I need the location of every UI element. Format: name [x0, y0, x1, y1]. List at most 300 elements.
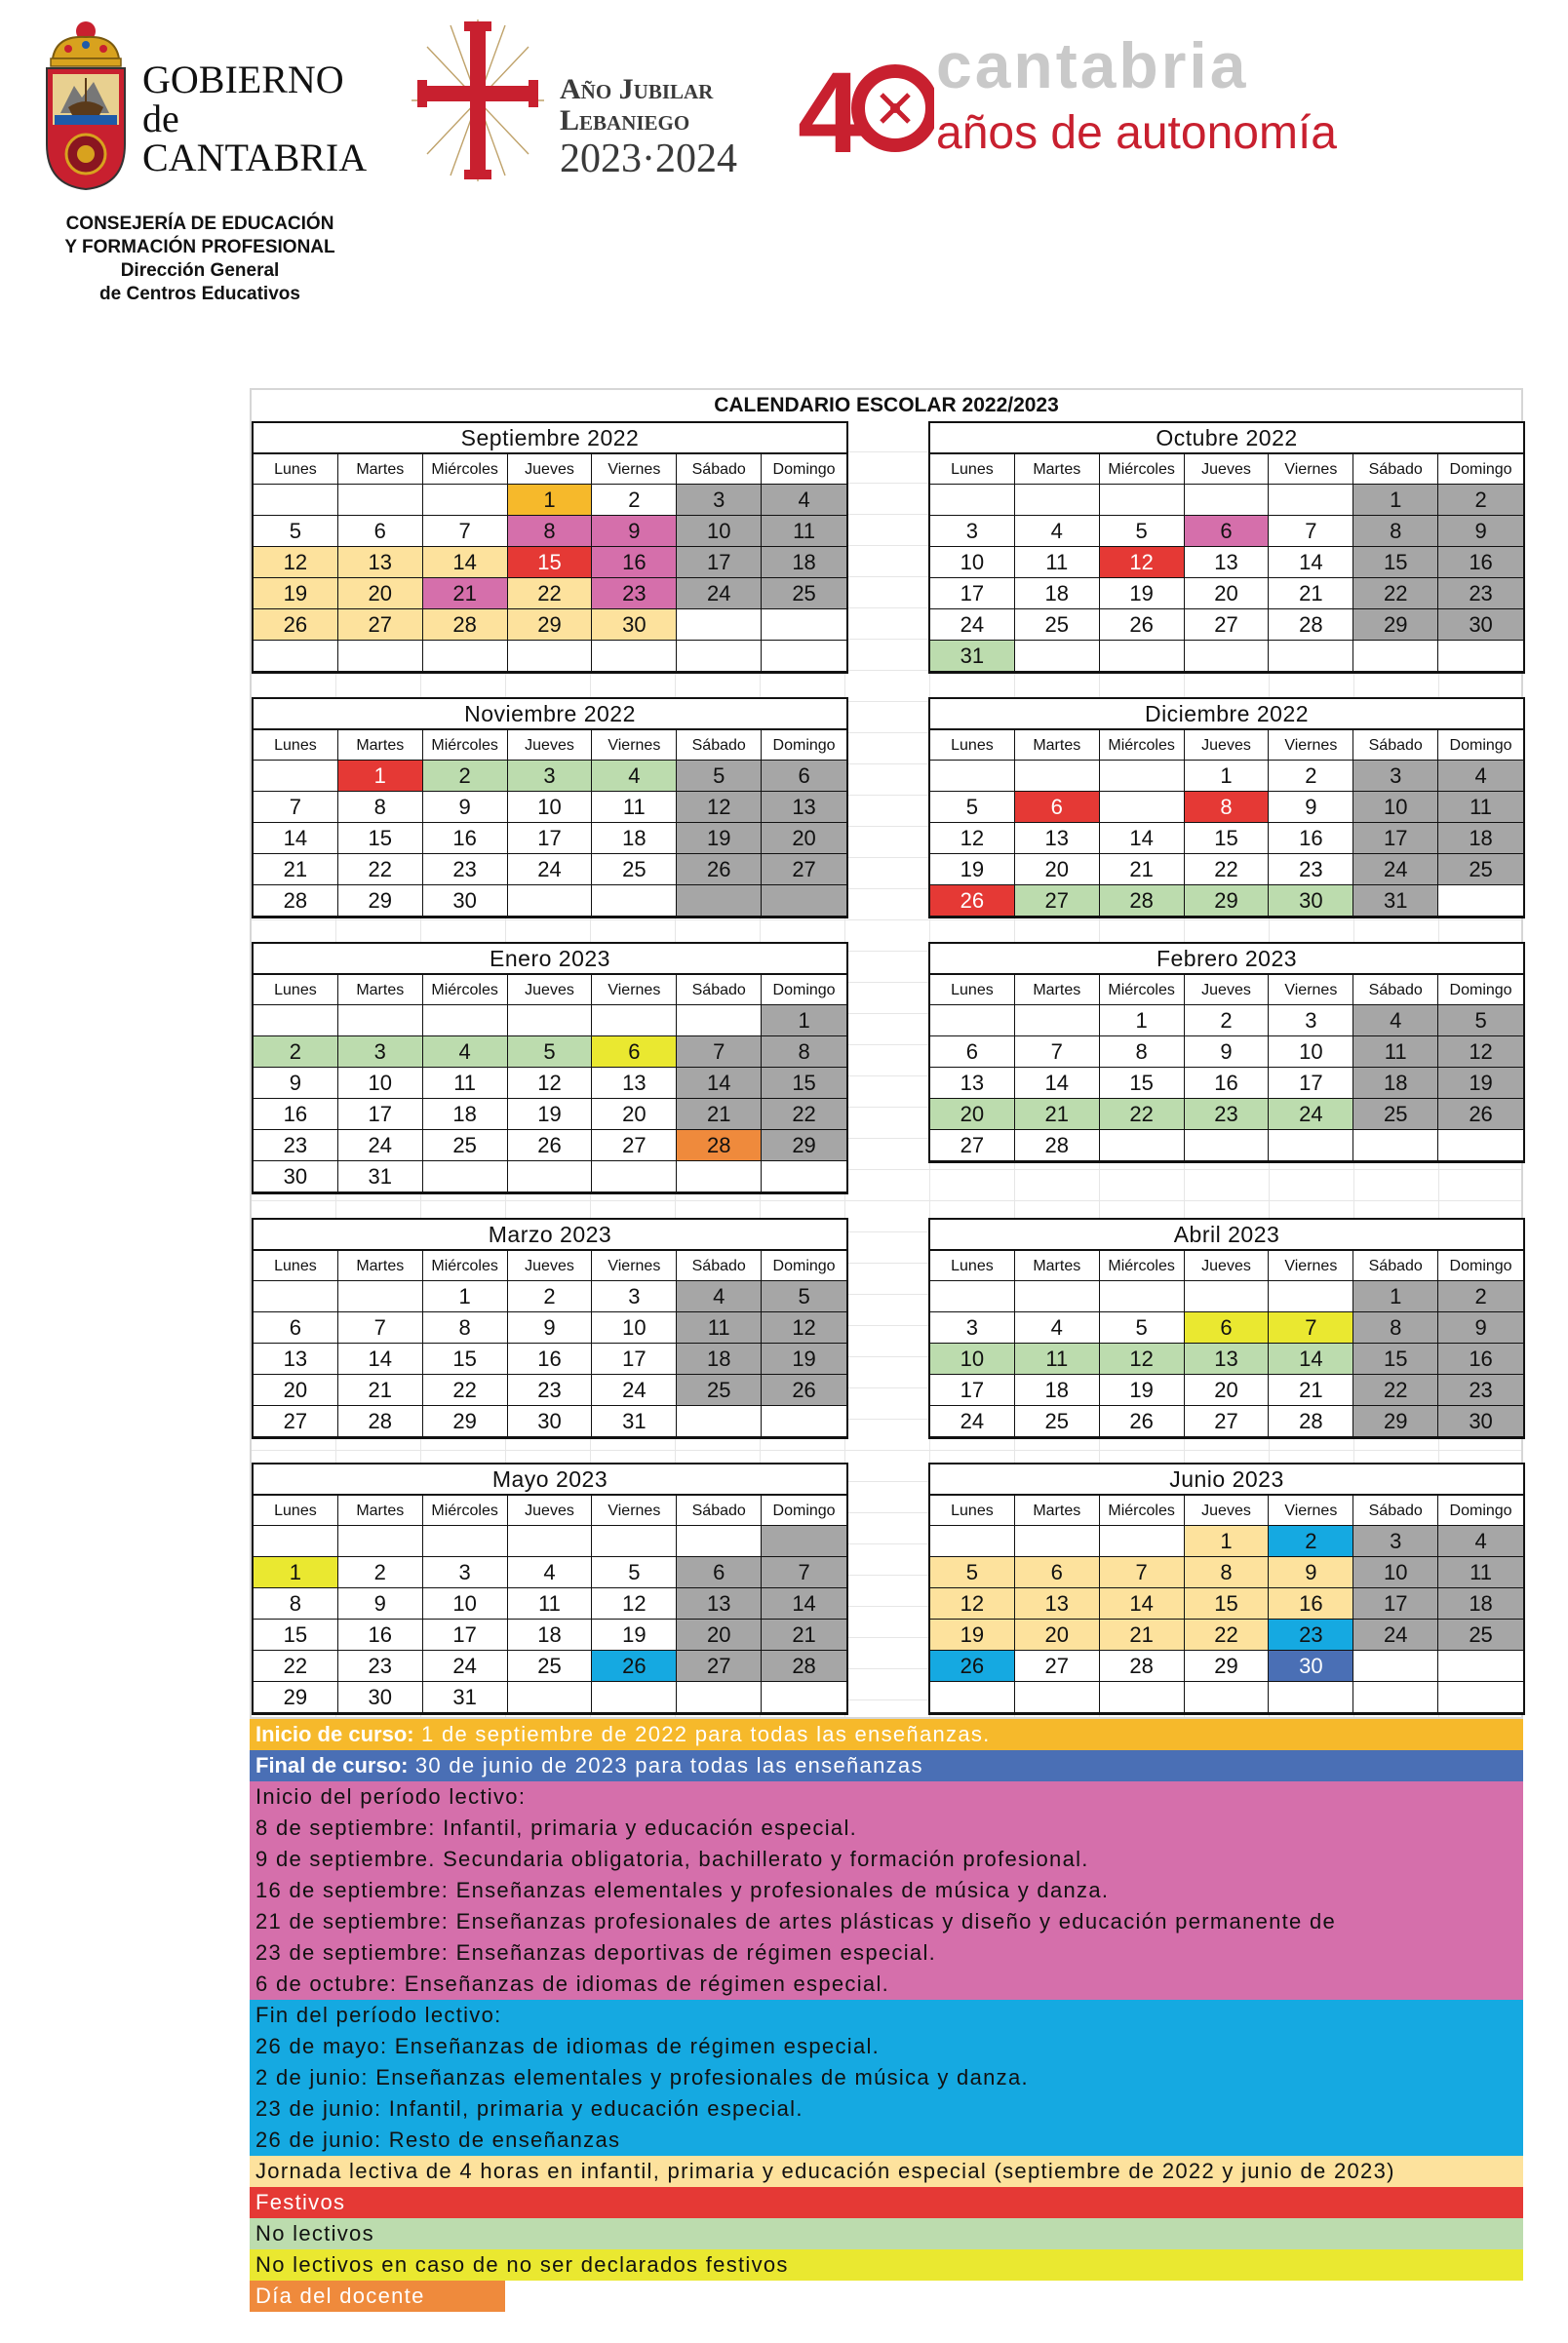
day-cell: 30	[1269, 885, 1353, 917]
day-cell: 21	[1100, 1620, 1185, 1651]
day-cell: 30	[1438, 609, 1523, 641]
weekday-header: Sábado	[1353, 454, 1438, 485]
day-cell: 22	[423, 1375, 508, 1406]
day-cell: 28	[677, 1130, 762, 1161]
day-cell: 1	[762, 1005, 846, 1036]
day-cell: 29	[1185, 885, 1270, 917]
day-cell	[1185, 1281, 1270, 1312]
day-cell: 3	[930, 1312, 1015, 1344]
day-cell: 30	[423, 885, 508, 917]
day-cell: 28	[1269, 609, 1353, 641]
day-cell	[592, 641, 677, 672]
day-cell: 14	[338, 1344, 423, 1375]
day-cell: 28	[423, 609, 508, 641]
day-cell: 2	[338, 1557, 423, 1588]
day-cell	[1100, 1130, 1185, 1161]
day-cell: 20	[1015, 1620, 1100, 1651]
day-cell: 21	[762, 1620, 846, 1651]
day-cell: 10	[592, 1312, 677, 1344]
day-cell: 22	[1353, 1375, 1438, 1406]
day-cell: 25	[1015, 609, 1100, 641]
day-cell	[930, 1526, 1015, 1557]
legend-fin-lectivo	[250, 2000, 1523, 2156]
weekday-header: Miércoles	[1100, 975, 1185, 1005]
day-cell: 5	[930, 792, 1015, 823]
weekday-header: Lunes	[254, 1496, 338, 1526]
day-cell: 20	[1015, 854, 1100, 885]
weekday-header: Miércoles	[423, 1496, 508, 1526]
day-cell: 10	[338, 1068, 423, 1099]
day-cell	[1015, 1005, 1100, 1036]
day-cell	[1185, 1682, 1270, 1713]
day-cell: 29	[508, 609, 593, 641]
gobierno-line-3: CANTABRIA	[142, 136, 368, 179]
day-cell: 25	[1438, 854, 1523, 885]
weekday-header: Sábado	[677, 975, 762, 1005]
day-cell: 30	[254, 1161, 338, 1192]
legend-dia-docente: Día del docente	[250, 2281, 505, 2312]
month-grid	[254, 1496, 846, 1713]
day-cell: 8	[1185, 792, 1270, 823]
gobierno-line-1: GOBIERNO	[142, 58, 344, 101]
day-cell: 29	[338, 885, 423, 917]
day-cell: 2	[1269, 1526, 1353, 1557]
weekday-header: Viernes	[592, 975, 677, 1005]
jubilar-cross-icon	[410, 18, 546, 183]
weekday-header: Jueves	[1185, 1496, 1270, 1526]
month-name: Octubre 2022	[930, 423, 1523, 454]
day-cell: 13	[254, 1344, 338, 1375]
day-cell	[254, 761, 338, 792]
day-cell: 23	[1185, 1099, 1270, 1130]
autonomia-40-logo-icon	[798, 55, 934, 162]
day-cell: 21	[677, 1099, 762, 1130]
day-cell: 23	[1438, 1375, 1523, 1406]
weekday-header: Sábado	[677, 730, 762, 761]
weekday-header: Lunes	[930, 1496, 1015, 1526]
weekday-header: Jueves	[508, 454, 593, 485]
day-cell	[1438, 885, 1523, 917]
day-cell: 2	[1269, 761, 1353, 792]
day-cell	[1015, 1682, 1100, 1713]
weekday-header: Martes	[1015, 454, 1100, 485]
day-cell: 14	[423, 547, 508, 578]
day-cell	[1353, 1682, 1438, 1713]
day-cell: 13	[1185, 547, 1270, 578]
day-cell: 26	[592, 1651, 677, 1682]
legend-fin-lectivo-line: 26 de junio: Resto de enseñanzas	[255, 2128, 621, 2152]
day-cell: 15	[1185, 823, 1270, 854]
day-cell: 26	[508, 1130, 593, 1161]
day-cell: 23	[1269, 1620, 1353, 1651]
day-cell: 14	[677, 1068, 762, 1099]
day-cell: 12	[930, 1588, 1015, 1620]
day-cell: 5	[1438, 1005, 1523, 1036]
day-cell: 4	[423, 1036, 508, 1068]
day-cell: 6	[1185, 1312, 1270, 1344]
day-cell: 30	[1438, 1406, 1523, 1437]
day-cell	[1438, 641, 1523, 672]
gobierno-line-2: de	[142, 97, 179, 140]
day-cell: 16	[1438, 1344, 1523, 1375]
day-cell: 12	[1100, 1344, 1185, 1375]
weekday-header: Martes	[338, 730, 423, 761]
day-cell: 19	[762, 1344, 846, 1375]
day-cell	[930, 1281, 1015, 1312]
day-cell	[1353, 641, 1438, 672]
school-calendar	[250, 388, 1523, 1719]
day-cell: 10	[677, 516, 762, 547]
day-cell: 2	[592, 485, 677, 516]
day-cell: 16	[1438, 547, 1523, 578]
day-cell	[677, 641, 762, 672]
day-cell: 27	[677, 1651, 762, 1682]
calendar-legend	[250, 1719, 1523, 2312]
day-cell	[677, 1526, 762, 1557]
day-cell	[930, 1682, 1015, 1713]
day-cell: 19	[1100, 578, 1185, 609]
day-cell: 21	[1015, 1099, 1100, 1130]
legend-inicio-curso	[250, 1719, 1523, 1750]
day-cell	[1015, 641, 1100, 672]
day-cell: 23	[1269, 854, 1353, 885]
day-cell: 6	[254, 1312, 338, 1344]
consejeria-line-2: Y FORMACIÓN PROFESIONAL	[64, 237, 335, 257]
day-cell: 17	[592, 1344, 677, 1375]
day-cell: 25	[423, 1130, 508, 1161]
weekday-header: Lunes	[930, 730, 1015, 761]
day-cell	[508, 641, 593, 672]
day-cell: 29	[1353, 1406, 1438, 1437]
day-cell: 3	[338, 1036, 423, 1068]
day-cell: 25	[1353, 1099, 1438, 1130]
weekday-header: Jueves	[508, 975, 593, 1005]
month-4	[928, 697, 1525, 918]
month-9	[252, 1463, 848, 1715]
day-cell: 20	[930, 1099, 1015, 1130]
day-cell	[1100, 792, 1185, 823]
day-cell: 12	[592, 1588, 677, 1620]
day-cell	[677, 609, 762, 641]
day-cell	[1015, 761, 1100, 792]
day-cell: 9	[423, 792, 508, 823]
day-cell: 6	[1015, 1557, 1100, 1588]
day-cell: 9	[1185, 1036, 1270, 1068]
day-cell: 3	[1353, 761, 1438, 792]
day-cell: 30	[508, 1406, 593, 1437]
day-cell: 12	[254, 547, 338, 578]
day-cell	[1015, 485, 1100, 516]
day-cell: 4	[1015, 516, 1100, 547]
anos-de-autonomia-wordmark: años de autonomía	[936, 107, 1337, 159]
day-cell: 16	[1269, 1588, 1353, 1620]
consejeria-line-4: de Centros Educativos	[99, 284, 300, 304]
day-cell: 11	[1015, 547, 1100, 578]
day-cell: 7	[423, 516, 508, 547]
day-cell: 17	[508, 823, 593, 854]
day-cell	[508, 1005, 593, 1036]
day-cell: 30	[592, 609, 677, 641]
month-grid	[930, 975, 1523, 1161]
day-cell	[592, 1682, 677, 1713]
day-cell: 20	[338, 578, 423, 609]
day-cell	[254, 485, 338, 516]
day-cell: 7	[254, 792, 338, 823]
day-cell: 23	[254, 1130, 338, 1161]
day-cell: 22	[338, 854, 423, 885]
day-cell: 1	[423, 1281, 508, 1312]
day-cell: 10	[1353, 1557, 1438, 1588]
day-cell: 19	[1100, 1375, 1185, 1406]
legend-final-curso-text: 30 de junio de 2023 para todas las enseñanzas	[408, 1753, 923, 1777]
day-cell: 8	[1353, 516, 1438, 547]
day-cell: 31	[930, 641, 1015, 672]
day-cell: 17	[423, 1620, 508, 1651]
month-name: Septiembre 2022	[254, 423, 846, 454]
day-cell: 1	[338, 761, 423, 792]
weekday-header: Sábado	[677, 1251, 762, 1281]
day-cell: 11	[1353, 1036, 1438, 1068]
weekday-header: Viernes	[592, 1496, 677, 1526]
day-cell: 3	[1269, 1005, 1353, 1036]
day-cell: 7	[762, 1557, 846, 1588]
month-name: Junio 2023	[930, 1464, 1523, 1496]
day-cell: 23	[592, 578, 677, 609]
day-cell: 27	[1015, 885, 1100, 917]
day-cell: 18	[592, 823, 677, 854]
day-cell	[762, 1161, 846, 1192]
day-cell: 11	[1438, 792, 1523, 823]
day-cell: 28	[762, 1651, 846, 1682]
day-cell: 27	[762, 854, 846, 885]
day-cell: 9	[338, 1588, 423, 1620]
day-cell: 2	[1438, 1281, 1523, 1312]
weekday-header: Viernes	[1269, 1496, 1353, 1526]
day-cell: 14	[762, 1588, 846, 1620]
month-grid	[930, 454, 1523, 672]
day-cell	[423, 1526, 508, 1557]
day-cell	[592, 1526, 677, 1557]
day-cell: 23	[1438, 578, 1523, 609]
day-cell	[1100, 1682, 1185, 1713]
day-cell: 20	[1185, 1375, 1270, 1406]
day-cell: 27	[1185, 609, 1270, 641]
day-cell: 10	[1269, 1036, 1353, 1068]
day-cell: 5	[930, 1557, 1015, 1588]
day-cell: 4	[762, 485, 846, 516]
day-cell: 1	[1185, 761, 1270, 792]
weekday-header: Jueves	[1185, 454, 1270, 485]
day-cell: 27	[592, 1130, 677, 1161]
legend-inicio-lectivo-line: 21 de septiembre: Enseñanzas profesionales de artes plásticas y diseño y educación permanente de	[255, 1909, 1337, 1933]
day-cell	[677, 1682, 762, 1713]
day-cell: 20	[1185, 578, 1270, 609]
legend-fin-lectivo-line: Fin del período lectivo:	[255, 2003, 502, 2027]
day-cell	[1269, 1682, 1353, 1713]
weekday-header: Viernes	[1269, 454, 1353, 485]
weekday-header: Domingo	[762, 730, 846, 761]
day-cell: 18	[762, 547, 846, 578]
ano-jubilar-title	[560, 74, 737, 181]
weekday-header: Lunes	[254, 975, 338, 1005]
day-cell: 17	[677, 547, 762, 578]
day-cell: 26	[1100, 609, 1185, 641]
legend-fin-lectivo-line: 2 de junio: Enseñanzas elementales y profesionales de música y danza.	[255, 2065, 1029, 2089]
day-cell: 28	[1100, 1651, 1185, 1682]
weekday-header: Lunes	[930, 454, 1015, 485]
day-cell: 2	[254, 1036, 338, 1068]
day-cell	[762, 1682, 846, 1713]
day-cell: 30	[338, 1682, 423, 1713]
day-cell	[1438, 1682, 1523, 1713]
day-cell: 24	[677, 578, 762, 609]
day-cell: 12	[677, 792, 762, 823]
day-cell	[508, 1161, 593, 1192]
day-cell: 15	[423, 1344, 508, 1375]
consejeria-line-3: Dirección General	[120, 260, 280, 281]
gobierno-de-cantabria-title	[142, 60, 367, 177]
day-cell: 24	[1353, 1620, 1438, 1651]
day-cell: 31	[592, 1406, 677, 1437]
day-cell: 15	[1353, 1344, 1438, 1375]
day-cell: 24	[1353, 854, 1438, 885]
day-cell: 2	[1185, 1005, 1270, 1036]
day-cell	[592, 1005, 677, 1036]
weekday-header: Martes	[338, 454, 423, 485]
day-cell: 1	[1353, 485, 1438, 516]
day-cell	[508, 885, 593, 917]
day-cell: 15	[508, 547, 593, 578]
weekday-header: Sábado	[677, 454, 762, 485]
day-cell: 28	[1269, 1406, 1353, 1437]
weekday-header: Martes	[338, 1251, 423, 1281]
legend-final-curso	[250, 1750, 1523, 1781]
day-cell: 1	[1100, 1005, 1185, 1036]
day-cell: 13	[677, 1588, 762, 1620]
weekday-header: Domingo	[1438, 730, 1523, 761]
day-cell: 8	[1353, 1312, 1438, 1344]
day-cell: 19	[254, 578, 338, 609]
weekday-header: Sábado	[1353, 1251, 1438, 1281]
day-cell: 19	[930, 1620, 1015, 1651]
day-cell: 24	[508, 854, 593, 885]
legend-fin-lectivo-line: 26 de mayo: Enseñanzas de idiomas de régimen especial.	[255, 2034, 881, 2058]
day-cell: 5	[254, 516, 338, 547]
day-cell: 29	[762, 1130, 846, 1161]
day-cell: 4	[1438, 1526, 1523, 1557]
day-cell: 17	[1353, 823, 1438, 854]
day-cell: 9	[1438, 1312, 1523, 1344]
weekday-header: Martes	[1015, 975, 1100, 1005]
weekday-header: Jueves	[508, 730, 593, 761]
weekday-header: Viernes	[592, 730, 677, 761]
day-cell: 3	[508, 761, 593, 792]
day-cell: 7	[338, 1312, 423, 1344]
day-cell: 23	[423, 854, 508, 885]
day-cell	[423, 1161, 508, 1192]
day-cell: 24	[338, 1130, 423, 1161]
day-cell: 19	[1438, 1068, 1523, 1099]
month-name: Noviembre 2022	[254, 699, 846, 730]
day-cell: 7	[1269, 1312, 1353, 1344]
day-cell	[1438, 1651, 1523, 1682]
calendar-title: CALENDARIO ESCOLAR 2022/2023	[252, 390, 1521, 421]
day-cell: 22	[1185, 854, 1270, 885]
weekday-header: Miércoles	[423, 454, 508, 485]
weekday-header: Domingo	[762, 1496, 846, 1526]
month-name: Marzo 2023	[254, 1220, 846, 1251]
day-cell	[930, 485, 1015, 516]
weekday-header: Miércoles	[1100, 1496, 1185, 1526]
day-cell: 14	[1269, 547, 1353, 578]
day-cell: 17	[930, 1375, 1015, 1406]
weekday-header: Viernes	[1269, 975, 1353, 1005]
day-cell: 17	[1269, 1068, 1353, 1099]
day-cell	[762, 885, 846, 917]
legend-inicio-curso-text: 1 de septiembre de 2022 para todas las enseñanzas.	[413, 1722, 991, 1746]
legend-jornada: Jornada lectiva de 4 horas en infantil, primaria y educación especial (septiembre de 2022 y junio de 2023)	[250, 2156, 1523, 2187]
day-cell: 18	[1438, 823, 1523, 854]
day-cell	[762, 1526, 846, 1557]
day-cell: 10	[930, 1344, 1015, 1375]
day-cell	[1100, 1281, 1185, 1312]
day-cell: 24	[423, 1651, 508, 1682]
day-cell: 26	[1100, 1406, 1185, 1437]
day-cell: 8	[338, 792, 423, 823]
day-cell: 9	[1438, 516, 1523, 547]
month-grid	[254, 1251, 846, 1437]
day-cell: 27	[338, 609, 423, 641]
day-cell	[762, 1406, 846, 1437]
day-cell: 17	[930, 578, 1015, 609]
page-header	[0, 0, 1568, 322]
weekday-header: Lunes	[930, 1251, 1015, 1281]
weekday-header: Domingo	[762, 1251, 846, 1281]
day-cell: 9	[1269, 1557, 1353, 1588]
day-cell: 10	[930, 547, 1015, 578]
day-cell: 15	[1185, 1588, 1270, 1620]
day-cell	[1269, 1281, 1353, 1312]
day-cell: 27	[1015, 1651, 1100, 1682]
weekday-header: Martes	[1015, 730, 1100, 761]
svg-text:4: 4	[798, 55, 862, 162]
day-cell: 25	[1438, 1620, 1523, 1651]
day-cell: 26	[677, 854, 762, 885]
day-cell: 19	[930, 854, 1015, 885]
legend-inicio-lectivo-line: 23 de septiembre: Enseñanzas deportivas de régimen especial.	[255, 1940, 937, 1965]
month-1	[252, 421, 848, 674]
weekday-header: Viernes	[1269, 730, 1353, 761]
jubilar-line-2: Lebaniego	[560, 104, 690, 137]
day-cell: 5	[677, 761, 762, 792]
day-cell: 18	[1438, 1588, 1523, 1620]
day-cell: 24	[930, 1406, 1015, 1437]
day-cell: 27	[254, 1406, 338, 1437]
day-cell: 10	[423, 1588, 508, 1620]
day-cell: 3	[930, 516, 1015, 547]
day-cell: 19	[508, 1099, 593, 1130]
day-cell	[423, 485, 508, 516]
month-10	[928, 1463, 1525, 1715]
day-cell: 28	[1100, 885, 1185, 917]
day-cell: 21	[338, 1375, 423, 1406]
day-cell: 14	[254, 823, 338, 854]
day-cell: 22	[1100, 1099, 1185, 1130]
day-cell: 5	[762, 1281, 846, 1312]
legend-final-curso-label: Final de curso:	[255, 1753, 409, 1777]
day-cell: 4	[1438, 761, 1523, 792]
day-cell: 15	[1100, 1068, 1185, 1099]
